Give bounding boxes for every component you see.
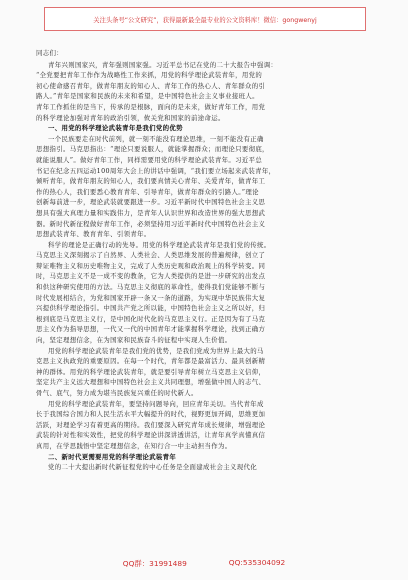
text-line: 辩证唯物主义和历史唯物主义，完成了人类历史观和政治观上的科学转变。同 xyxy=(36,261,266,270)
text-line: “全党要把青年工作作为战略性工作来抓，用党的科学理论武装青年，用党的 xyxy=(36,71,263,80)
text-line: 一个民族要走在时代前列，就一刻不能没有理论思维，一刻不能没有正确 xyxy=(48,134,264,143)
text-line: 思主义作为指导思想，一代又一代的中国青年才能掌握科学理论，找到正确方 xyxy=(36,325,266,334)
text-line: 书记在纪念五四运动100周年大会上的讲话中强调，“我们要立场起来武装青年， xyxy=(36,166,276,175)
text-line: 青年兴则国家兴，青年强则国家强。习近平总书记在党的二十大报告中强调： xyxy=(48,60,278,69)
promo-banner: 关注头条号“公文研究”，获得最新最全最专业的公文资料库！微信：gongwenyj xyxy=(44,7,366,31)
text-line: 作的热心人，我们要悉心教育青年、引导青年，做青年群众的引路人。”理论 xyxy=(36,187,259,196)
text-line: 初心使命感召青年，做青年朋友的知心人、青年工作的热心人、青年群众的引 xyxy=(36,81,266,90)
paragraph-lines xyxy=(36,60,366,473)
salutation: 同志们： xyxy=(36,49,63,57)
section-heading: 一、用党的科学理论武装青年是我们党的优势 xyxy=(48,124,183,133)
text-line: 时，马克思主义不是一成不变的教条，它为人类提供的是进一步研究的出发点 xyxy=(36,272,266,281)
text-line: 用党的科学理论武装青年是我们党的优势，是我们党成为世界上最大的马 xyxy=(48,346,264,355)
text-line: 的科学理论加强对青年的政治引领，攸关党和国家的前途命运。 xyxy=(36,113,225,122)
text-line: 兴提供科学理论指引。中国共产党之所以能，中国特色社会主义之所以好，归 xyxy=(36,304,266,313)
text-line: 路人。”青年是国家和民族的未来和希望，是中国特色社会主义事业接班人。 xyxy=(36,92,259,101)
text-line: 向，坚定理想信念，在为国家和民族奋斗的征程中实现人生价值。 xyxy=(36,336,232,345)
text-line: 科学的理论是正确行动的先导。用党的科学理论武装青年是我们党的传统。 xyxy=(48,240,271,249)
text-line: 就能说服人”。做好青年工作，同样需要用党的科学理论武装青年。习近平总 xyxy=(36,155,263,164)
text-line: 青年工作抓住的是当下，传承的是根脉，面向的是未来，做好青年工作，用党 xyxy=(36,102,266,111)
text-line: 时代发展相结合，为党和国家开辟一条又一条的道路，为实现中华民族伟大复 xyxy=(36,293,266,302)
text-line: 倾听青年，做青年朋友的知心人，我们要真情关心青年、关爱青年，做青年工 xyxy=(36,177,266,186)
text-line: 思想武装青年、教育青年、引领青年。 xyxy=(36,230,151,239)
text-line: 马克思主义深刻揭示了自然界、人类社会、人类思维发展的普遍规律，创立了 xyxy=(36,251,266,260)
text-line: 创新每前进一步，理论武装就要跟进一步。习近平新时代中国特色社会主义思 xyxy=(36,198,266,207)
text-line: 长于我国综合国力和人民生活水平大幅提升的时代，视野更加开阔，思维更加 xyxy=(36,410,266,419)
text-line: 和供这种研究使用的方法。马克思主义彻底的革命性，使得我们党能够不断与 xyxy=(36,283,266,292)
section-heading: 二、新时代更需要用党的科学理论武装青年 xyxy=(48,452,177,461)
text-line: 坚定共产主义远大理想和中国特色社会主义共同理想，增强做中国人的志气、 xyxy=(36,378,266,387)
text-line: 想具有强大真理力量和实践伟力，是青年人认识世界和改造世界的强大思想武 xyxy=(36,208,266,217)
text-line: 真用，在学思践悟中坚定理想信念，在知行合一中主动担当作为。 xyxy=(36,441,232,450)
text-line: 神的群体。用党的科学理论武装青年，就是要引导青年树立马克思主义信仰， xyxy=(36,367,266,376)
text-line: 思想指引。马克思指出：“理论只要说服人，就能掌握群众；而理论只要彻底， xyxy=(36,145,269,154)
text-line: 骨气、底气，努力成为堪当民族复兴重任的时代新人。 xyxy=(36,389,198,397)
footer-qq-contact: QQ:535304092 xyxy=(228,558,286,567)
text-line: 器。新时代新征程做好青年工作，必须坚持用习近平新时代中国特色社会主义 xyxy=(36,219,266,228)
document-body xyxy=(36,48,366,548)
footer-qq-group: QQ群：31991489 xyxy=(122,559,187,568)
text-line: 武装的针对性和实效性，把党的科学理论讲深讲透讲活，让青年真学真懂真信 xyxy=(36,431,266,440)
text-line: 克思主义执政党的重要原因。在每一个时代，青年都是最富活力、最具创新精 xyxy=(36,357,266,366)
text-line: 用党的科学理论武装青年，要坚持问题导向，回应青年关切。当代青年成 xyxy=(48,399,264,408)
text-line: 活跃，对理论学习有着更高的期待。我们要深入研究青年成长规律，增强理论 xyxy=(36,420,266,429)
text-line: 根到底是马克思主义行，是中国化时代化的马克思主义行。正是因为有了马克 xyxy=(36,314,266,323)
footer xyxy=(0,558,408,572)
text-line: 党的二十大提出新时代新征程党的中心任务是全面建成社会主义现代化 xyxy=(48,463,257,472)
